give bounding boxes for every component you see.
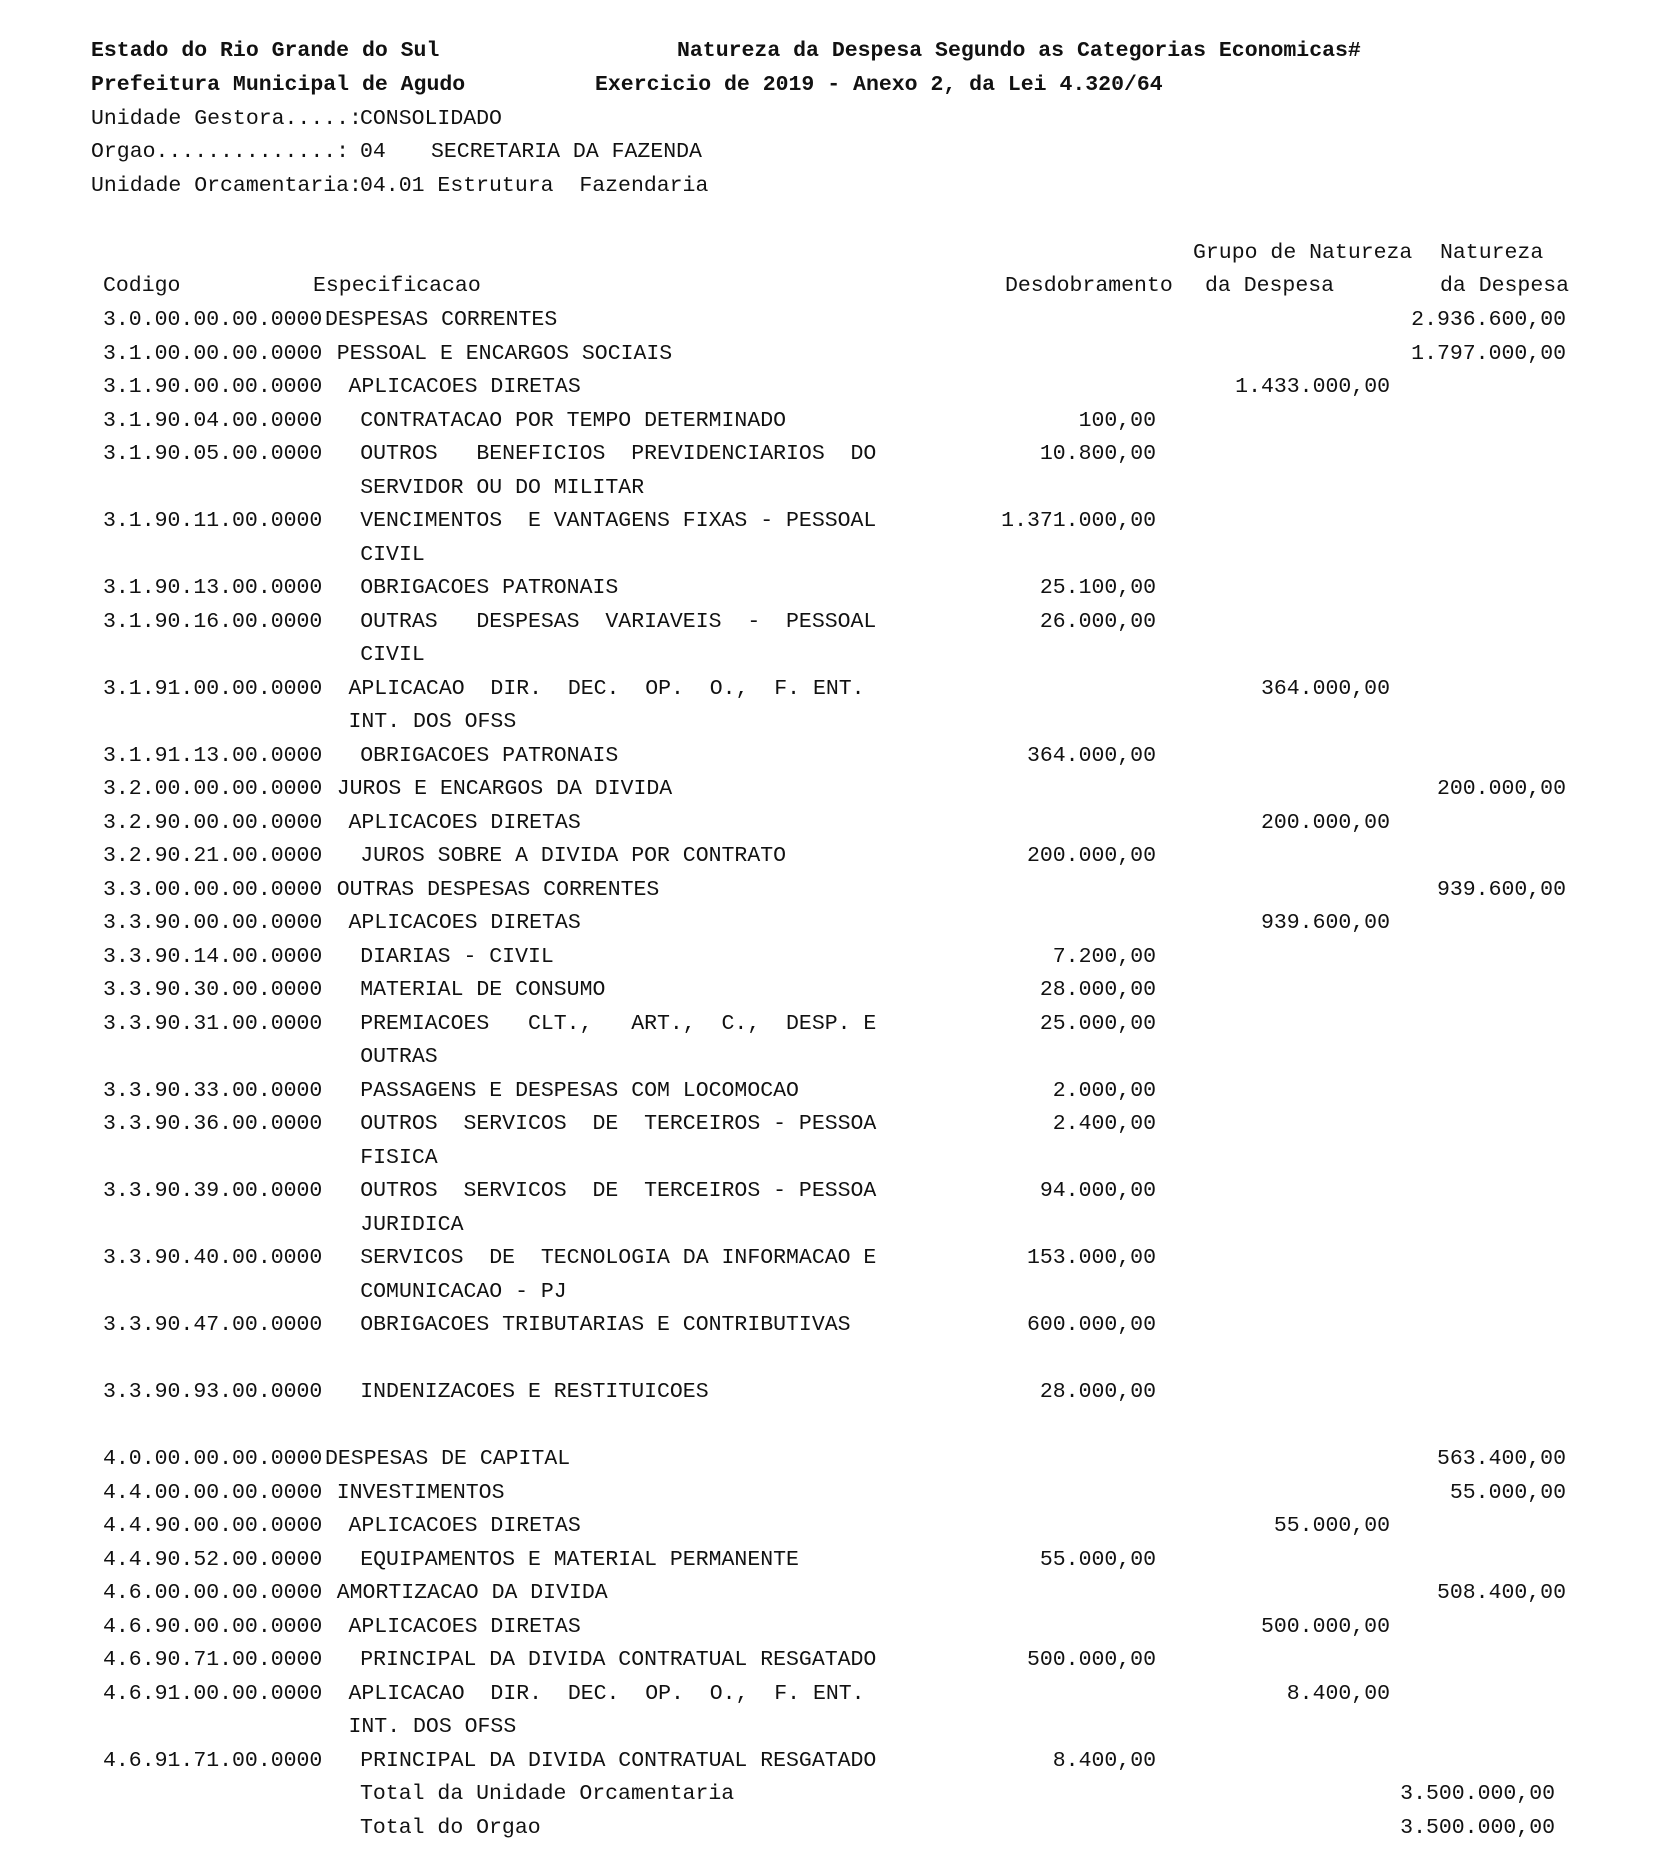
row-desdobramento: 8.400,00 bbox=[1052, 1748, 1156, 1773]
row-desdobramento: 100,00 bbox=[1078, 408, 1156, 433]
codigo-header: Codigo bbox=[103, 274, 181, 298]
row-code: 3.3.90.40.00.0000 bbox=[103, 1246, 323, 1270]
row-natureza: 55.000,00 bbox=[1449, 1480, 1566, 1505]
row-specification: DESPESAS CORRENTES bbox=[325, 308, 558, 332]
orgao-label: Orgao..............: bbox=[91, 140, 350, 164]
row-natureza: 939.600,00 bbox=[1436, 877, 1566, 902]
row-specification: OUTROS BENEFICIOS PREVIDENCIARIOS DO bbox=[360, 442, 877, 466]
row-specification: INDENIZACOES E RESTITUICOES bbox=[360, 1380, 709, 1404]
row-specification: JUROS SOBRE A DIVIDA POR CONTRATO bbox=[360, 844, 787, 868]
row-specification: SERVICOS DE TECNOLOGIA DA INFORMACAO E bbox=[360, 1246, 877, 1270]
row-desdobramento: 25.100,00 bbox=[1039, 576, 1156, 600]
natureza-header-line1: Natureza bbox=[1440, 241, 1544, 265]
especificacao-header: Especificacao bbox=[313, 274, 481, 298]
report-subtitle: Exercicio de 2019 - Anexo 2, da Lei 4.320/64 bbox=[595, 73, 1163, 97]
total-value: 3.500.000,00 bbox=[1400, 1782, 1555, 1806]
row-code: 3.2.00.00.00.0000 bbox=[103, 777, 323, 801]
row-code: 4.6.00.00.00.0000 bbox=[103, 1581, 323, 1605]
row-desdobramento: 28.000,00 bbox=[1039, 1380, 1156, 1404]
row-natureza: 2.936.600,00 bbox=[1411, 308, 1566, 332]
row-specification: EQUIPAMENTOS E MATERIAL PERMANENTE bbox=[360, 1547, 799, 1572]
row-specification: INVESTIMENTOS bbox=[336, 1480, 505, 1505]
row-specification: PRINCIPAL DA DIVIDA CONTRATUAL RESGATADO bbox=[360, 1648, 877, 1672]
natureza-header-line2: da Despesa bbox=[1440, 274, 1570, 298]
row-code: 3.1.90.05.00.0000 bbox=[103, 442, 323, 466]
row-code: 3.3.00.00.00.0000 bbox=[103, 877, 323, 902]
row-code: 4.6.90.71.00.0000 bbox=[103, 1648, 323, 1672]
row-specification: PESSOAL E ENCARGOS SOCIAIS bbox=[336, 341, 673, 366]
row-desdobramento: 10.800,00 bbox=[1039, 442, 1156, 466]
row-desdobramento: 364.000,00 bbox=[1026, 743, 1156, 768]
row-code: 4.4.90.00.00.0000 bbox=[103, 1514, 323, 1538]
row-specification: OUTROS SERVICOS DE TERCEIROS - PESSOA bbox=[360, 1112, 877, 1136]
row-specification: APLICACOES DIRETAS bbox=[348, 911, 581, 935]
row-specification: MATERIAL DE CONSUMO bbox=[360, 978, 606, 1002]
row-specification: JUROS E ENCARGOS DA DIVIDA bbox=[336, 777, 673, 801]
row-specification-continued: SERVIDOR OU DO MILITAR bbox=[360, 475, 645, 500]
desdobramento-header: Desdobramento bbox=[1005, 274, 1173, 298]
state-name: Estado do Rio Grande do Sul bbox=[91, 39, 440, 63]
row-specification: OUTROS SERVICOS DE TERCEIROS - PESSOA bbox=[360, 1179, 877, 1203]
row-code: 3.1.90.16.00.0000 bbox=[103, 609, 323, 634]
row-specification: PRINCIPAL DA DIVIDA CONTRATUAL RESGATADO bbox=[360, 1748, 877, 1773]
row-specification-continued: INT. DOS OFSS bbox=[348, 710, 517, 734]
municipality-name: Prefeitura Municipal de Agudo bbox=[91, 73, 466, 97]
orgao-name: SECRETARIA DA FAZENDA bbox=[431, 140, 702, 164]
row-code: 3.3.90.93.00.0000 bbox=[103, 1380, 323, 1404]
row-specification: VENCIMENTOS E VANTAGENS FIXAS - PESSOAL bbox=[360, 509, 877, 533]
report-title: Natureza da Despesa Segundo as Categorias Economicas# bbox=[677, 39, 1361, 63]
row-code: 3.1.00.00.00.0000 bbox=[103, 341, 323, 366]
row-specification: AMORTIZACAO DA DIVIDA bbox=[336, 1581, 608, 1605]
row-specification: PREMIACOES CLT., ART., C., DESP. E bbox=[360, 1011, 877, 1036]
unidade-gestora-label: Unidade Gestora.....: bbox=[91, 107, 362, 131]
row-code: 3.3.90.14.00.0000 bbox=[103, 944, 323, 969]
row-code: 3.1.90.00.00.0000 bbox=[103, 375, 323, 399]
row-desdobramento: 2.400,00 bbox=[1052, 1112, 1156, 1136]
orgao-code: 04 bbox=[360, 140, 386, 164]
row-specification: OUTRAS DESPESAS CORRENTES bbox=[336, 877, 660, 902]
grupo-header-line2: da Despesa bbox=[1205, 274, 1335, 298]
unidade-orcamentaria-value: 04.01 Estrutura Fazendaria bbox=[360, 174, 709, 198]
row-specification-continued: OUTRAS bbox=[360, 1045, 438, 1069]
row-code: 3.3.90.47.00.0000 bbox=[103, 1313, 323, 1337]
row-specification: APLICACAO DIR. DEC. OP. O., F. ENT. bbox=[348, 676, 865, 701]
row-code: 3.3.90.31.00.0000 bbox=[103, 1011, 323, 1036]
row-code: 4.6.91.00.00.0000 bbox=[103, 1681, 323, 1706]
row-specification: OBRIGACOES PATRONAIS bbox=[360, 576, 619, 600]
row-desdobramento: 153.000,00 bbox=[1026, 1246, 1156, 1270]
row-natureza: 508.400,00 bbox=[1436, 1581, 1566, 1605]
row-desdobramento: 200.000,00 bbox=[1026, 844, 1156, 868]
row-code: 4.4.00.00.00.0000 bbox=[103, 1480, 323, 1505]
row-desdobramento: 55.000,00 bbox=[1039, 1547, 1156, 1572]
row-code: 3.1.91.13.00.0000 bbox=[103, 743, 323, 768]
row-code: 3.3.90.33.00.0000 bbox=[103, 1078, 323, 1103]
row-code: 3.2.90.00.00.0000 bbox=[103, 810, 323, 835]
row-specification: OBRIGACOES TRIBUTARIAS E CONTRIBUTIVAS bbox=[360, 1313, 851, 1337]
total-label: Total da Unidade Orcamentaria bbox=[360, 1782, 735, 1806]
row-code: 3.3.90.30.00.0000 bbox=[103, 978, 323, 1002]
row-code: 4.4.90.52.00.0000 bbox=[103, 1547, 323, 1572]
row-specification: OUTRAS DESPESAS VARIAVEIS - PESSOAL bbox=[360, 609, 877, 634]
row-grupo-natureza: 8.400,00 bbox=[1286, 1681, 1390, 1706]
row-specification: CONTRATACAO POR TEMPO DETERMINADO bbox=[360, 408, 787, 433]
row-natureza: 200.000,00 bbox=[1436, 777, 1566, 801]
row-natureza: 563.400,00 bbox=[1436, 1447, 1566, 1471]
row-desdobramento: 2.000,00 bbox=[1052, 1078, 1156, 1103]
row-code: 3.3.90.39.00.0000 bbox=[103, 1179, 323, 1203]
row-grupo-natureza: 364.000,00 bbox=[1260, 676, 1390, 701]
row-specification-continued: JURIDICA bbox=[360, 1212, 464, 1237]
total-value: 3.500.000,00 bbox=[1400, 1816, 1555, 1840]
total-label: Total do Orgao bbox=[360, 1816, 541, 1840]
row-specification: APLICACOES DIRETAS bbox=[348, 810, 581, 835]
row-specification-continued: INT. DOS OFSS bbox=[348, 1715, 517, 1739]
row-code: 3.1.90.13.00.0000 bbox=[103, 576, 323, 600]
row-desdobramento: 28.000,00 bbox=[1039, 978, 1156, 1002]
row-code: 3.1.91.00.00.0000 bbox=[103, 676, 323, 701]
row-code: 3.0.00.00.00.0000 bbox=[103, 308, 323, 332]
row-code: 4.6.91.71.00.0000 bbox=[103, 1748, 323, 1773]
row-desdobramento: 600.000,00 bbox=[1026, 1313, 1156, 1337]
row-code: 3.3.90.00.00.0000 bbox=[103, 911, 323, 935]
row-grupo-natureza: 500.000,00 bbox=[1260, 1614, 1390, 1639]
row-specification: DIARIAS - CIVIL bbox=[360, 944, 554, 969]
row-desdobramento: 26.000,00 bbox=[1039, 609, 1156, 634]
row-grupo-natureza: 939.600,00 bbox=[1260, 911, 1390, 935]
unidade-orcamentaria-label: Unidade Orcamentaria: bbox=[91, 174, 362, 198]
row-desdobramento: 94.000,00 bbox=[1039, 1179, 1156, 1203]
row-specification: APLICACOES DIRETAS bbox=[348, 1514, 581, 1538]
row-grupo-natureza: 200.000,00 bbox=[1260, 810, 1390, 835]
row-grupo-natureza: 55.000,00 bbox=[1273, 1514, 1390, 1538]
row-specification: PASSAGENS E DESPESAS COM LOCOMOCAO bbox=[360, 1078, 799, 1103]
unidade-gestora-value: CONSOLIDADO bbox=[360, 107, 502, 131]
row-code: 4.0.00.00.00.0000 bbox=[103, 1447, 323, 1471]
row-desdobramento: 7.200,00 bbox=[1052, 944, 1156, 969]
row-code: 3.3.90.36.00.0000 bbox=[103, 1112, 323, 1136]
row-specification: APLICACOES DIRETAS bbox=[348, 1614, 581, 1639]
row-code: 3.1.90.04.00.0000 bbox=[103, 408, 323, 433]
row-code: 3.1.90.11.00.0000 bbox=[103, 509, 323, 533]
row-specification-continued: CIVIL bbox=[360, 542, 425, 567]
row-specification-continued: CIVIL bbox=[360, 643, 425, 667]
row-specification: DESPESAS DE CAPITAL bbox=[325, 1447, 571, 1471]
row-specification-continued: COMUNICACAO - PJ bbox=[360, 1279, 567, 1304]
row-natureza: 1.797.000,00 bbox=[1411, 341, 1566, 366]
grupo-header-line1: Grupo de Natureza bbox=[1193, 241, 1413, 265]
row-desdobramento: 25.000,00 bbox=[1039, 1011, 1156, 1036]
row-specification: APLICACOES DIRETAS bbox=[348, 375, 581, 399]
row-specification: OBRIGACOES PATRONAIS bbox=[360, 743, 619, 768]
row-desdobramento: 1.371.000,00 bbox=[1001, 509, 1156, 533]
row-code: 3.2.90.21.00.0000 bbox=[103, 844, 323, 868]
row-grupo-natureza: 1.433.000,00 bbox=[1235, 375, 1390, 399]
row-code: 4.6.90.00.00.0000 bbox=[103, 1614, 323, 1639]
row-specification-continued: FISICA bbox=[360, 1145, 438, 1170]
row-specification: APLICACAO DIR. DEC. OP. O., F. ENT. bbox=[348, 1681, 865, 1706]
row-desdobramento: 500.000,00 bbox=[1026, 1648, 1156, 1672]
